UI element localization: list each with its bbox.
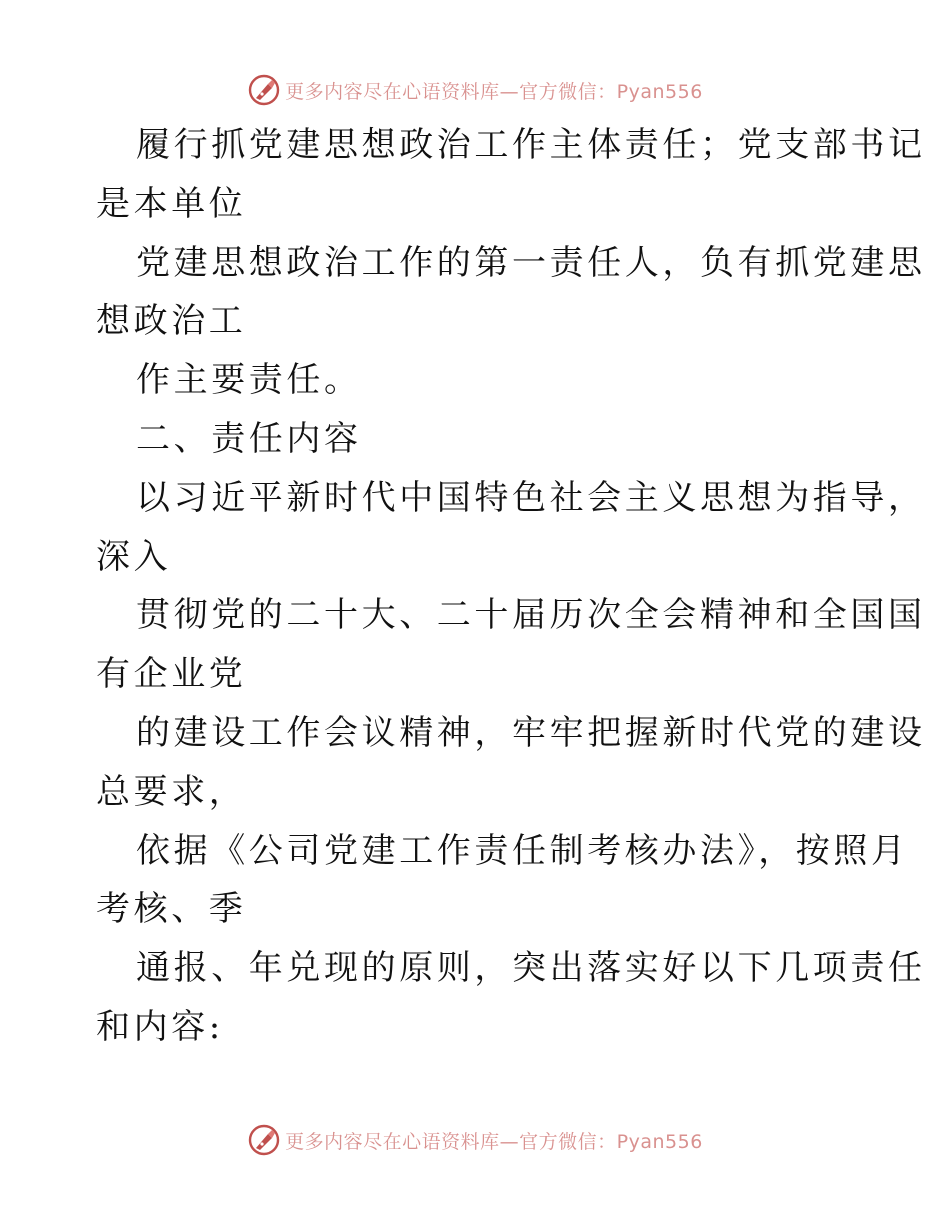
watermark-text: 更多内容尽在心语资料库—官方微信：Pyan556 [285, 80, 703, 103]
text-line: 是本单位 [96, 183, 247, 224]
watermark-text: 更多内容尽在心语资料库—官方微信：Pyan556 [285, 1130, 703, 1153]
document-body [0, 116, 950, 1057]
text-line: 履行抓党建思想政治工作主体责任；党支部书记 [136, 125, 926, 165]
text-line: 以习近平新时代中国特色社会主义思想为指导， [136, 477, 926, 518]
text-line: 党建思想政治工作的第一责任人，负有抓党建思 [136, 242, 926, 283]
text-line: 作主要责任。 [136, 360, 362, 401]
text-line: 依据《公司党建工作责任制考核办法》，按照月 [136, 830, 909, 871]
text-line: 贯彻党的二十大、二十届历次全会精神和全国国 [136, 595, 926, 636]
section-heading: 二、责任内容 [136, 418, 362, 459]
text-line: 考核、季 [96, 889, 247, 930]
text-line: 有企业党 [96, 654, 247, 695]
text-line: 和内容: [96, 1006, 224, 1047]
text-line: 通报、年兑现的原则，突出落实好以下几项责任 [136, 948, 926, 989]
text-line: 的建设工作会议精神，牢牢把握新时代党的建设 [136, 712, 926, 753]
header-watermark [0, 70, 950, 110]
pen-nib-logo-icon [247, 1123, 281, 1157]
text-line: 总要求， [96, 771, 247, 812]
pen-nib-logo-icon [247, 73, 281, 107]
text-line: 深入 [96, 536, 172, 577]
text-line: 想政治工 [96, 301, 247, 342]
footer-watermark [0, 1120, 950, 1160]
